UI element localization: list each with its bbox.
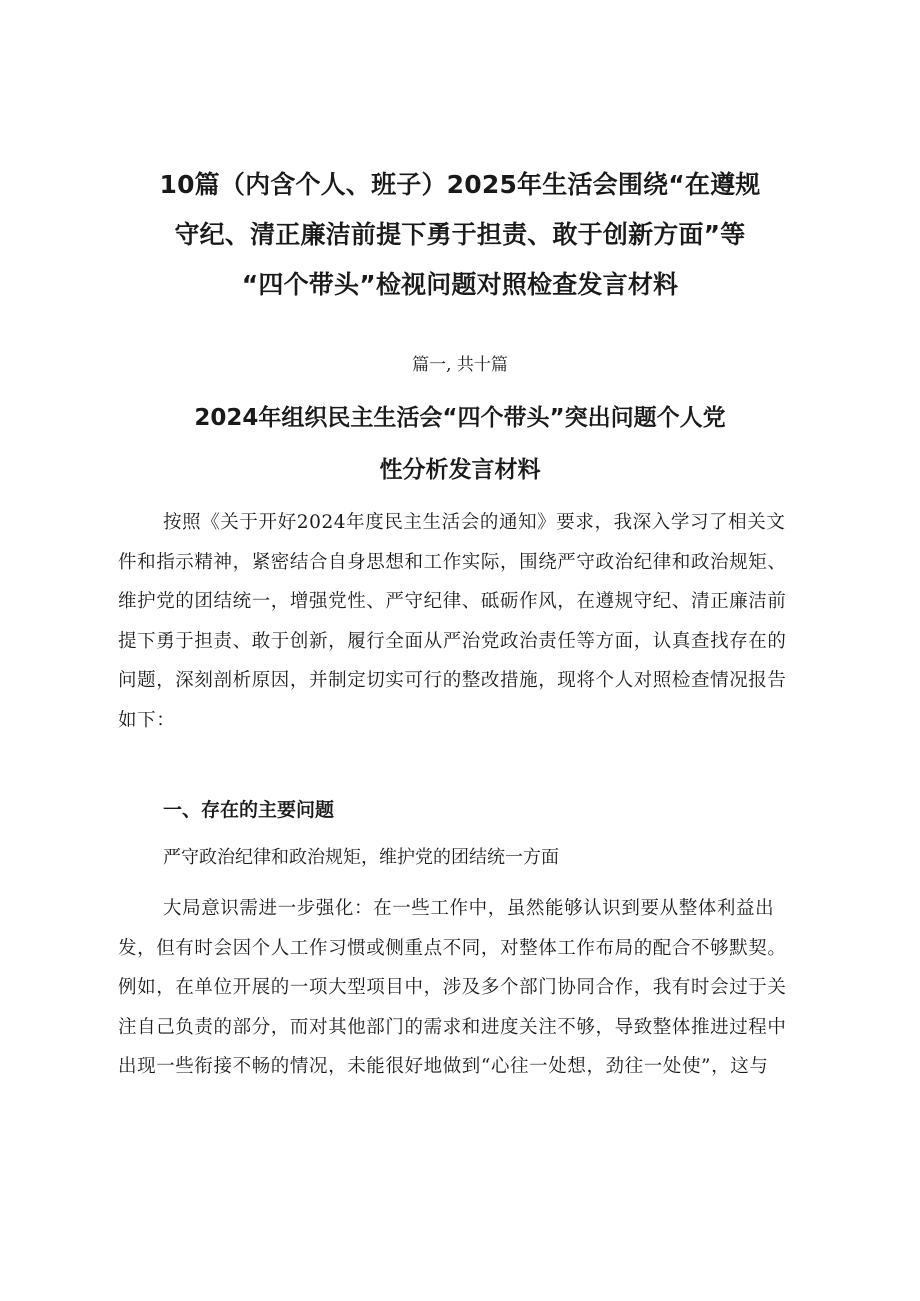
article-number: 篇一, 共十篇: [412, 355, 508, 375]
main-title-line: “四个带头”检视问题对照检查发言材料: [241, 270, 679, 299]
main-title: [110, 160, 810, 310]
paragraph-line: 例如，在单位开展的一项大型项目中，涉及多个部门协同合作，我有时会过于关: [118, 977, 787, 998]
main-title-line: 10篇（内含个人、班子）2025年生活会围绕“在遵规: [159, 170, 761, 199]
article-title-line: 2024年组织民主生活会“四个带头”突出问题个人党: [194, 405, 726, 431]
problem-paragraph: [118, 889, 808, 1087]
intro-paragraph: [118, 503, 808, 740]
paragraph-line: 发，但有时会因个人工作习惯或侧重点不同，对整体工作布局的配合不够默契。: [118, 937, 787, 959]
article-title-line: 性分析发言材料: [379, 457, 541, 483]
paragraph-line: 按照《关于开好2024年度民主生活会的通知》要求，我深入学习了相关文: [163, 512, 786, 533]
sub-heading: 严守政治纪律和政治规矩，维护党的团结统一方面: [163, 847, 559, 868]
paragraph-line: 出现一些衔接不畅的情况，未能很好地做到“心往一处想，劲往一处使”，这与: [118, 1056, 769, 1077]
paragraph-line: 注自己负责的部分，而对其他部门的需求和进度关注不够，导致整体推进过程中: [118, 1016, 787, 1038]
main-title-line: 守纪、清正廉洁前提下勇于担责、敢于创新方面”等: [174, 220, 746, 249]
paragraph-line: 维护党的团结统一，增强党性、严守纪律、砥砺作风，在遵规守纪、清正廉洁前: [118, 591, 787, 612]
section-heading: 一、存在的主要问题: [163, 799, 335, 821]
paragraph-line: 如下：: [118, 709, 176, 731]
article-title: [110, 392, 810, 496]
paragraph-line: 大局意识需进一步强化：在一些工作中，虽然能够认识到要从整体利益出: [163, 898, 775, 919]
paragraph-line: 件和指示精神，紧密结合自身思想和工作实际，围绕严守政治纪律和政治规矩、: [118, 551, 787, 573]
paragraph-line: 问题，深刻剖析原因，并制定切实可行的整改措施，现将个人对照检查情况报告: [118, 670, 787, 691]
paragraph-line: 提下勇于担责、敢于创新，履行全面从严治党政治责任等方面，认真查找存在的: [118, 630, 787, 652]
